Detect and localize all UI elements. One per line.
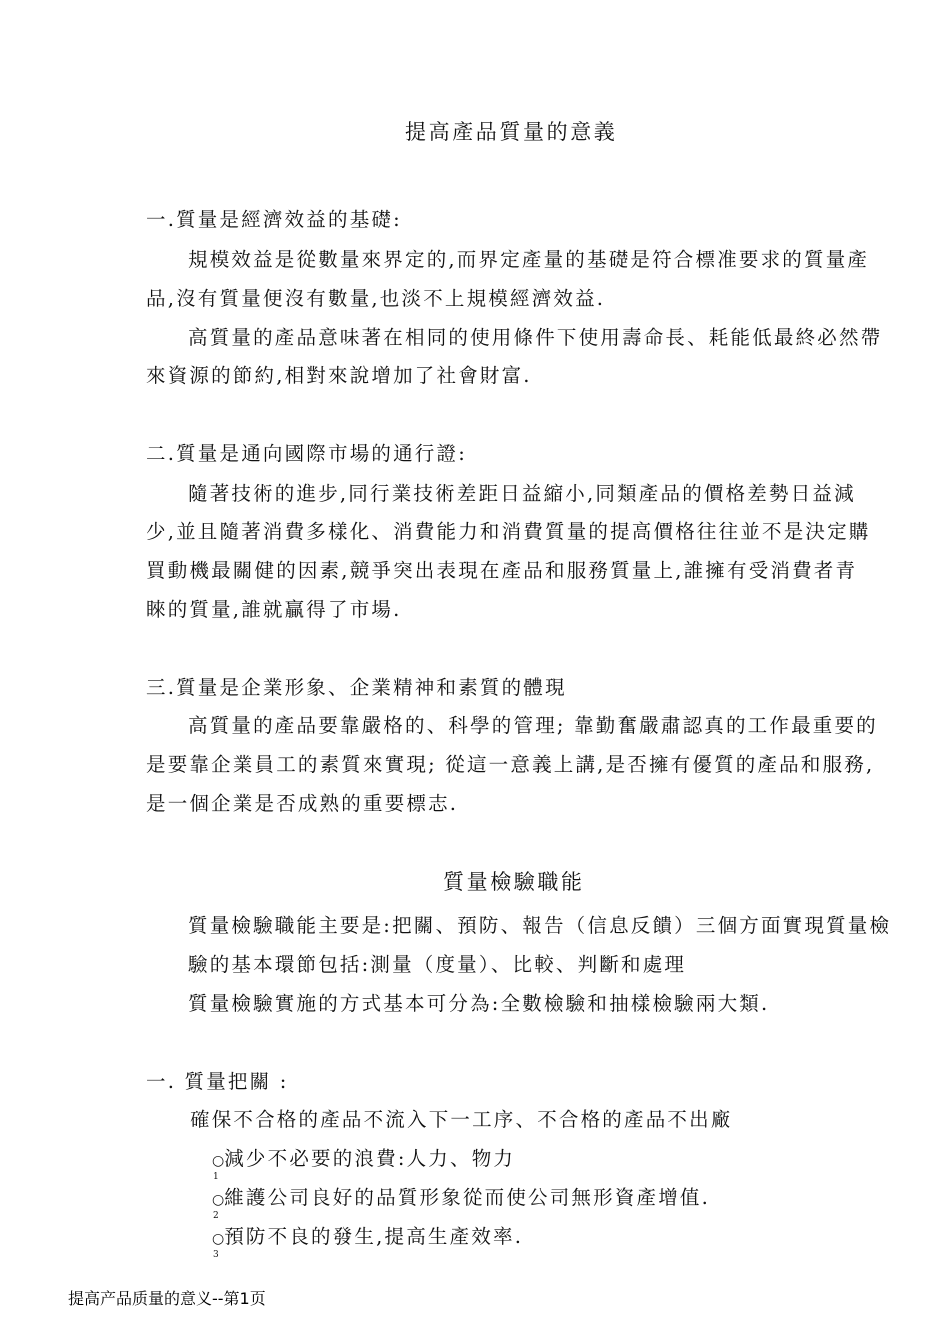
section-2-line-3: 買動機最關健的因素,競爭突出表現在產品和服務質量上,誰擁有受消費者青 <box>146 559 858 582</box>
section-1-line-2: 品,沒有質量便沒有數量,也淡不上規模經濟效益. <box>146 287 606 310</box>
section-1-line-4: 來資源的節約,相對來說增加了社會財富. <box>146 364 532 387</box>
part-heading: 一. 質量把關 : <box>146 1070 289 1093</box>
section-1-line-3: 高質量的產品意味著在相同的使用條件下使用壽命長、耗能低最終必然帶 <box>188 326 883 349</box>
section-1-line-1: 規模效益是從數量來界定的,而界定產量的基礎是符合標准要求的質量產 <box>188 248 870 271</box>
section-3-heading: 三.質量是企業形象、企業精神和素質的體現 <box>146 676 567 699</box>
bullet-item <box>212 1225 524 1260</box>
sub-line-2: 驗的基本環節包括:測量（度量）、比較、判斷和處理 <box>188 953 687 976</box>
page-footer: 提高产品质量的意义--第1页 <box>68 1289 266 1308</box>
bullet-text: 減少不必要的浪費:人力、物力 <box>224 1147 516 1170</box>
section-2-heading: 二.質量是通向國際市場的通行證: <box>146 442 467 465</box>
sub-line-3: 質量檢驗實施的方式基本可分為:全數檢驗和抽樣檢驗兩大類. <box>188 992 770 1015</box>
bullet-marker-icon: ○ 2 <box>212 1192 224 1208</box>
bullet-number: 2 <box>213 1211 219 1221</box>
bullet-number: 3 <box>213 1250 219 1260</box>
bullet-marker-icon: ○ 1 <box>212 1153 224 1169</box>
section-2-line-4: 睞的質量,誰就贏得了市場. <box>146 598 402 621</box>
bullet-marker-icon: ○ 3 <box>212 1231 224 1247</box>
section-3-line-2: 是要靠企業員工的素質來實現; 從這一意義上講,是否擁有優質的產品和服務, <box>146 753 875 776</box>
bullet-text: 預防不良的發生,提高生產效率. <box>224 1225 524 1248</box>
sub-line-1: 質量檢驗職能主要是:把關、預防、報告（信息反饋）三個方面實現質量檢 <box>188 914 892 937</box>
section-3-line-1: 高質量的產品要靠嚴格的、科學的管理; 靠勤奮嚴肅認真的工作最重要的 <box>188 714 878 737</box>
section-2-line-1: 隨著技術的進步,同行業技術差距日益縮小,同類產品的價格差勢日益減 <box>188 482 856 505</box>
bullet-item <box>212 1186 711 1221</box>
part-intro: 確保不合格的產品不流入下一工序、不合格的產品不出廠 <box>190 1108 733 1131</box>
bullet-number: 1 <box>213 1172 219 1182</box>
document-title: 提高產品質量的意義 <box>405 120 618 144</box>
subtitle: 質量檢驗職能 <box>443 870 585 894</box>
section-3-line-3: 是一個企業是否成熟的重要標志. <box>146 792 459 815</box>
bullet-item <box>212 1147 516 1182</box>
section-1-heading: 一.質量是經濟效益的基礎: <box>146 208 402 231</box>
bullet-text: 維護公司良好的品質形象從而使公司無形資產增值. <box>224 1186 711 1209</box>
section-2-line-2: 少,並且隨著消費多樣化、消費能力和消費質量的提高價格往往並不是決定購 <box>146 520 871 543</box>
